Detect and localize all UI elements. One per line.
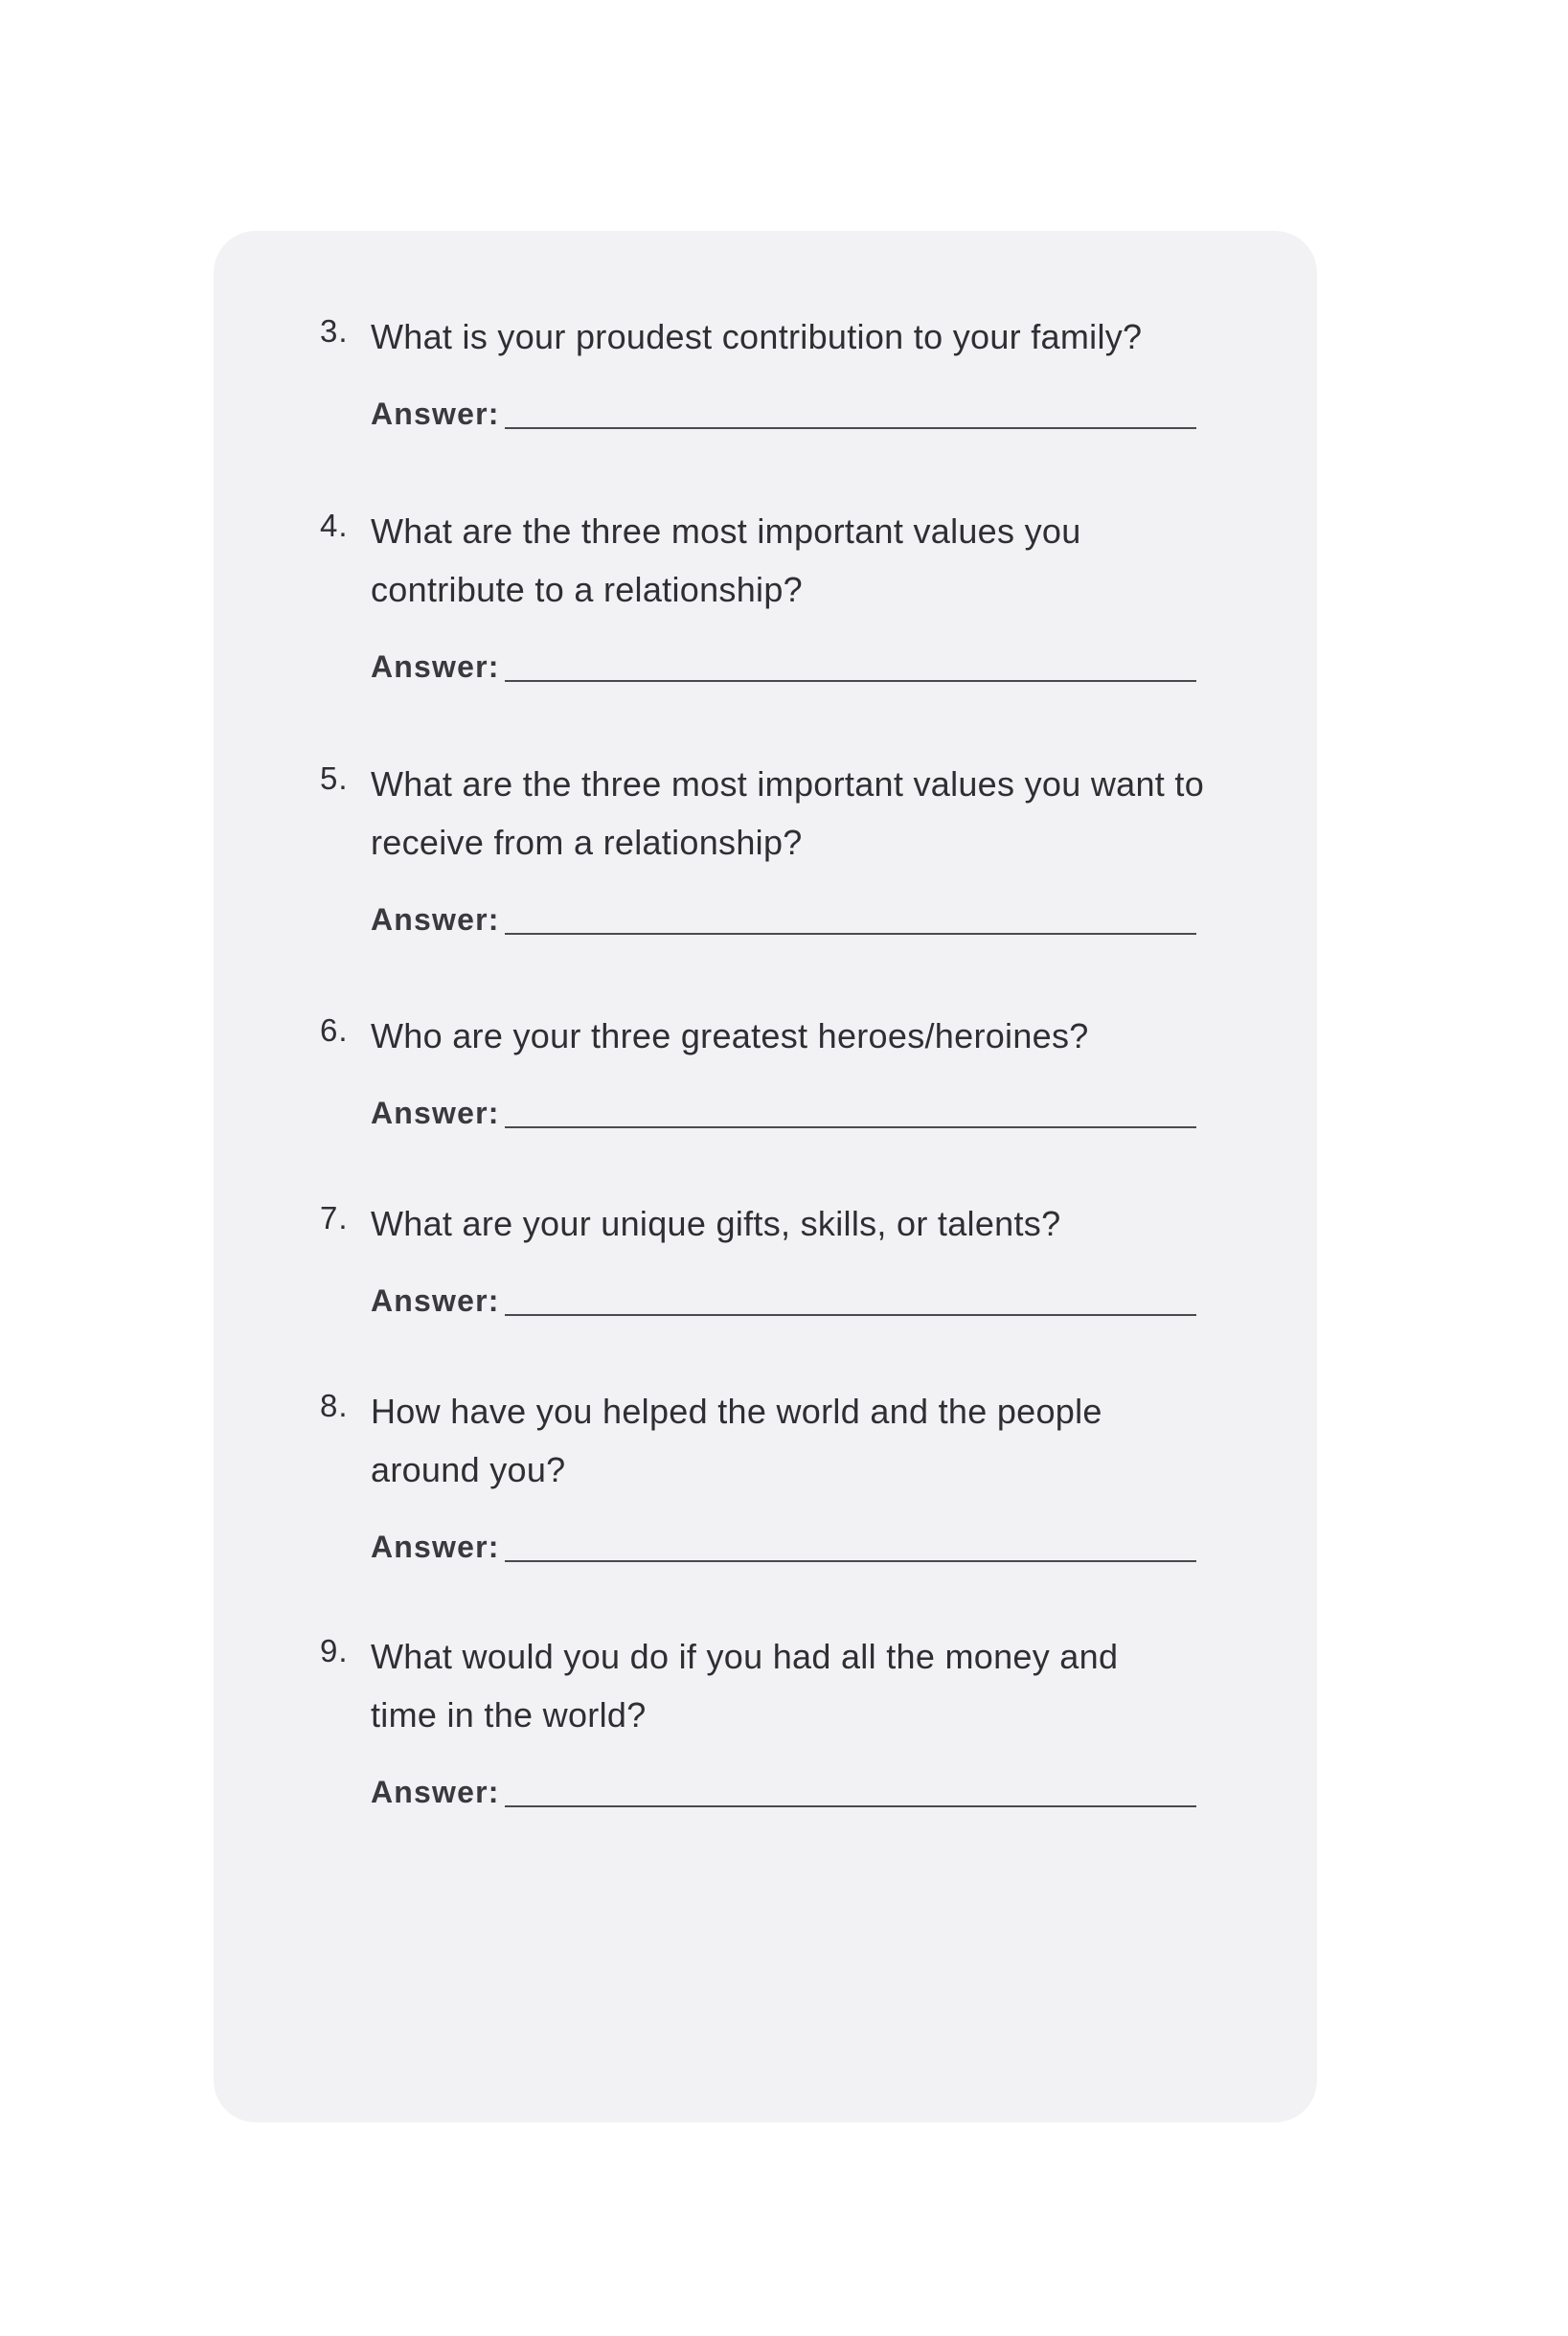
answer-label: Answer:: [371, 397, 500, 431]
question-number: 6.: [320, 1012, 349, 1048]
answer-field[interactable]: [371, 898, 1196, 941]
answer-label: Answer:: [371, 1283, 500, 1318]
question-number: 9.: [320, 1633, 349, 1668]
question-row: [320, 307, 1230, 366]
answer-field[interactable]: [371, 646, 1196, 688]
question-4: [320, 508, 1230, 688]
question-8: [320, 1388, 1230, 1568]
question-text: What is your proudest contribution to your family?: [371, 317, 1143, 356]
question-text: How have you helped the world and the people around you?: [371, 1392, 1102, 1489]
answer-label: Answer:: [371, 649, 500, 684]
question-number: 3.: [320, 313, 349, 349]
question-number: 7.: [320, 1200, 349, 1236]
answer-label: Answer:: [371, 1530, 500, 1564]
answer-field[interactable]: [371, 1526, 1196, 1568]
question-3: [320, 313, 1230, 435]
question-9: [320, 1633, 1230, 1813]
question-row: [320, 1007, 1230, 1065]
answer-line[interactable]: [505, 427, 1196, 429]
question-row: [320, 1382, 1230, 1499]
question-6: [320, 1012, 1230, 1134]
question-row: [320, 1194, 1230, 1253]
answer-label: Answer:: [371, 1775, 500, 1809]
answer-line[interactable]: [505, 933, 1196, 935]
question-number: 5.: [320, 760, 349, 796]
question-text: What would you do if you had all the money and time in the world?: [371, 1637, 1119, 1735]
answer-line[interactable]: [505, 1314, 1196, 1316]
answer-line[interactable]: [505, 1805, 1196, 1807]
question-number: 8.: [320, 1388, 349, 1423]
answer-line[interactable]: [505, 680, 1196, 682]
question-text: What are your unique gifts, skills, or talents?: [371, 1204, 1061, 1243]
question-text: Who are your three greatest heroes/heroines?: [371, 1016, 1089, 1055]
answer-field[interactable]: [371, 1771, 1196, 1813]
question-row: [320, 1627, 1230, 1744]
question-number: 4.: [320, 508, 349, 543]
answer-label: Answer:: [371, 1096, 500, 1130]
answer-label: Answer:: [371, 902, 500, 937]
answer-field[interactable]: [371, 1092, 1196, 1134]
question-row: [320, 755, 1230, 872]
answer-field[interactable]: [371, 1280, 1196, 1322]
answer-field[interactable]: [371, 393, 1196, 435]
worksheet-card: [214, 231, 1317, 2122]
question-5: [320, 760, 1230, 941]
answer-line[interactable]: [505, 1126, 1196, 1128]
question-row: [320, 502, 1230, 619]
question-text: What are the three most important values you contribute to a relationship?: [371, 511, 1081, 609]
question-7: [320, 1200, 1230, 1322]
answer-line[interactable]: [505, 1560, 1196, 1562]
question-text: What are the three most important values you want to receive from a relationship?: [371, 764, 1205, 862]
